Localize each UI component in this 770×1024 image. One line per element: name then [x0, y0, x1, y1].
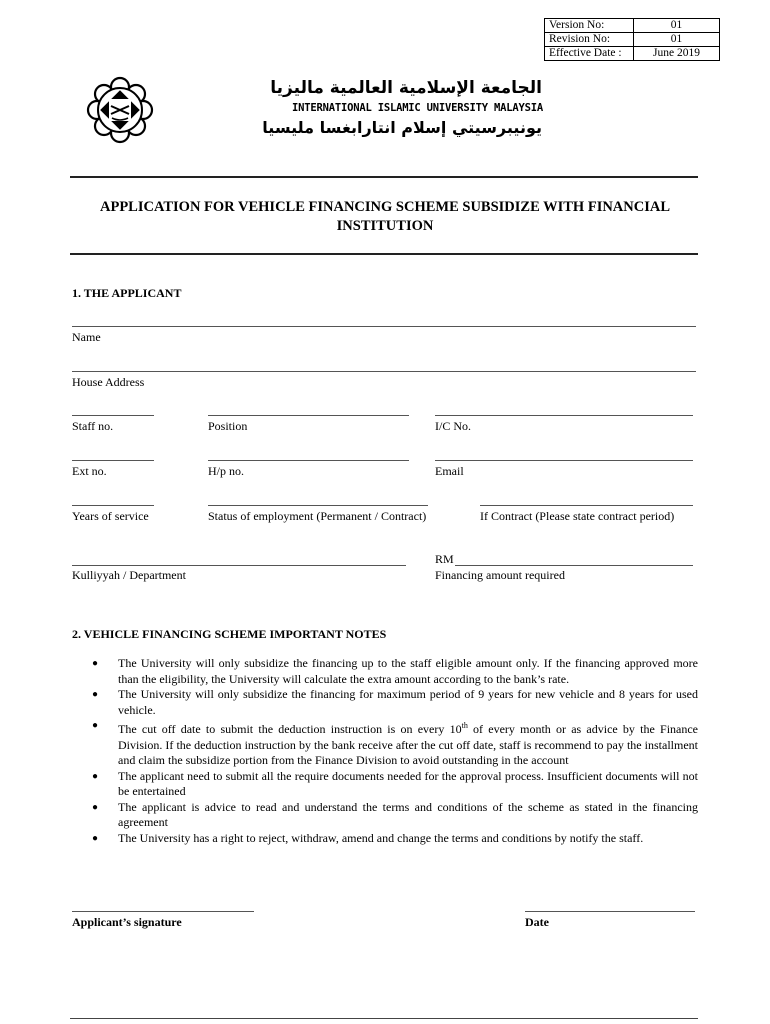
- ext-no-field[interactable]: [72, 460, 154, 461]
- revision-value: 01: [634, 33, 720, 47]
- bullet-icon: ●: [92, 658, 99, 669]
- kulliyyah-label: Kulliyyah / Department: [72, 568, 186, 582]
- financing-amount-label: Financing amount required: [435, 568, 565, 582]
- notes-list: [92, 656, 698, 846]
- position-label: Position: [208, 419, 248, 433]
- note-text: The University will only subsidize the financing for maximum period of 9 years for new vehicle and 8 years for used vehicle.: [118, 687, 698, 717]
- staff-no-field[interactable]: [72, 415, 154, 416]
- bullet-icon: ●: [92, 720, 99, 731]
- years-of-service-label: Years of service: [72, 509, 149, 523]
- contract-period-label: If Contract (Please state contract period): [480, 509, 675, 523]
- financing-amount-field[interactable]: [455, 565, 693, 566]
- date-field[interactable]: [525, 911, 695, 912]
- house-address-label: House Address: [72, 375, 145, 389]
- section-notes-heading: 2. VEHICLE FINANCING SCHEME IMPORTANT NOTES: [72, 627, 387, 641]
- title-bottom-rule: [70, 253, 698, 255]
- employment-status-field[interactable]: [208, 505, 428, 506]
- list-item: [92, 769, 698, 800]
- employment-status-label: Status of employment (Permanent / Contract): [208, 509, 427, 523]
- position-field[interactable]: [208, 415, 409, 416]
- university-name-jawi: يونيبرسيتي إسلام انتارابغسا مليسيا: [262, 118, 542, 137]
- version-row: [545, 19, 720, 33]
- hp-no-label: H/p no.: [208, 464, 244, 478]
- page-title: APPLICATION FOR VEHICLE FINANCING SCHEME SUBSIDIZE WITH FINANCIAL INSTITUTION: [99, 199, 671, 234]
- note-text: The University will only subsidize the financing up to the staff eligible amount only. If the financing approved more than the eligibility, the University will calculate the extra amount according to the bank’s rate.: [118, 656, 698, 686]
- name-field[interactable]: [72, 326, 696, 327]
- signature-field[interactable]: [72, 911, 254, 912]
- rm-prefix: RM: [435, 552, 454, 566]
- note-text-cutoff-before: The cut off date to submit the deduction instruction is on every 10: [118, 722, 462, 736]
- version-table: [544, 18, 720, 61]
- note-text: The applicant need to submit all the require documents needed for the approval process. Insufficient documents will not be entertained: [118, 768, 698, 798]
- effective-date-value: June 2019: [634, 47, 720, 61]
- staff-no-label: Staff no.: [72, 419, 114, 433]
- bullet-icon: ●: [92, 689, 99, 700]
- list-item: [92, 656, 698, 687]
- email-field[interactable]: [435, 460, 693, 461]
- version-label: Version No:: [545, 19, 634, 33]
- list-item: [92, 800, 698, 831]
- section-applicant-heading: 1. THE APPLICANT: [72, 286, 182, 300]
- ic-no-field[interactable]: [435, 415, 693, 416]
- list-item: [92, 831, 698, 847]
- note-text-cutoff-after: of every month or as advice by the Finance Division. If the deduction instruction by the bank receive after the cut off date, staff is recommend to pay the installment and claim the subsidize portion from the Finance Division to avoid outstanding in the account: [118, 722, 699, 767]
- university-name-english: INTERNATIONAL ISLAMIC UNIVERSITY MALAYSIA: [292, 102, 543, 114]
- kulliyyah-field[interactable]: [72, 565, 406, 566]
- list-item: [92, 687, 698, 718]
- university-name-arabic: الجامعة الإسلامية العالمية ماليزيا: [270, 78, 542, 98]
- signature-label: Applicant’s signature: [72, 915, 182, 929]
- years-of-service-field[interactable]: [72, 505, 154, 506]
- note-text-cutoff-sup: th: [461, 721, 468, 730]
- email-label: Email: [435, 464, 464, 478]
- title-top-rule: [70, 176, 698, 178]
- version-value: 01: [634, 19, 720, 33]
- house-address-field[interactable]: [72, 371, 696, 372]
- revision-label: Revision No:: [545, 33, 634, 47]
- effective-date-row: [545, 47, 720, 61]
- university-logotype: [262, 76, 543, 148]
- date-label: Date: [525, 915, 549, 929]
- bullet-icon: ●: [92, 770, 99, 782]
- contract-period-field[interactable]: [480, 505, 693, 506]
- effective-date-label: Effective Date :: [545, 47, 634, 61]
- name-label: Name: [72, 330, 101, 344]
- bullet-icon: ●: [92, 801, 99, 813]
- hp-no-field[interactable]: [208, 460, 409, 461]
- note-text: The University has a right to reject, withdraw, amend and change the terms and conditions by notify the staff.: [118, 830, 644, 845]
- bullet-icon: ●: [92, 832, 99, 844]
- list-item: [92, 718, 698, 769]
- revision-row: [545, 33, 720, 47]
- footer-rule: [70, 1018, 698, 1019]
- ext-no-label: Ext no.: [72, 464, 107, 478]
- note-text: The applicant is advice to read and understand the terms and conditions of the scheme as stated in the financing agreement: [118, 799, 698, 829]
- ic-no-label: I/C No.: [435, 419, 471, 433]
- university-emblem-icon: [84, 74, 156, 146]
